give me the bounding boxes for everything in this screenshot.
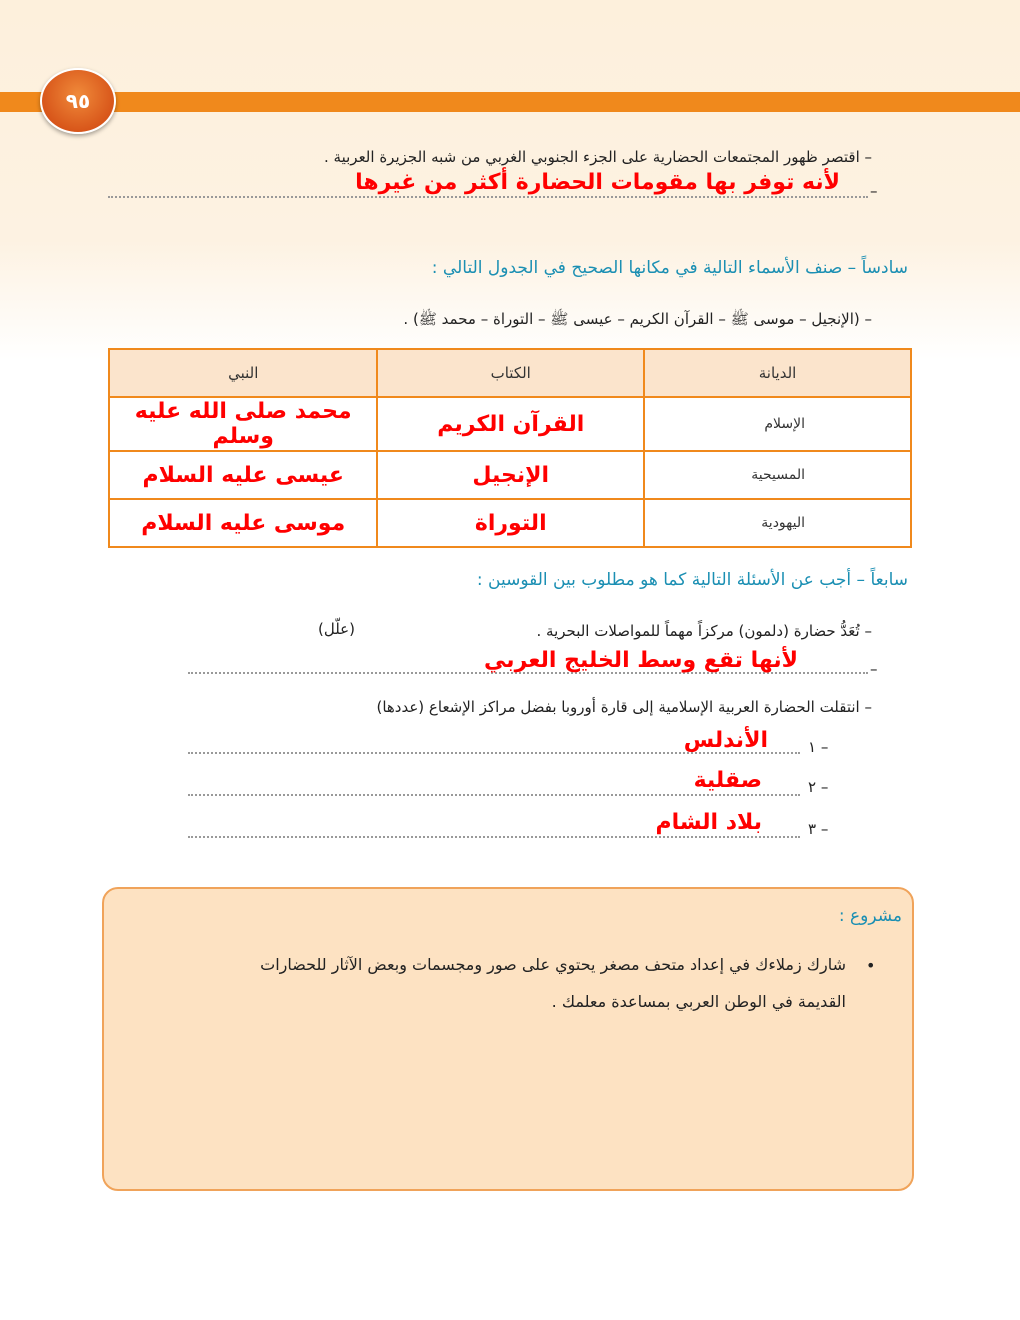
- item-number-3: ٣ –: [808, 820, 829, 838]
- header-religion: الديانة: [644, 349, 911, 397]
- project-box: [102, 887, 914, 1191]
- project-text-line1: شارك زملاءك في إعداد متحف مصغر يحتوي على صور ومجسمات وبعض الآثار للحضارات: [260, 955, 846, 974]
- book-answer: القرآن الكريم: [377, 397, 644, 451]
- page-number: ٩٥: [65, 89, 91, 113]
- table-row: [109, 397, 911, 451]
- item-number-1: ١ –: [808, 738, 829, 756]
- religion-cell: اليهودية: [644, 499, 911, 547]
- project-title: مشروع :: [838, 906, 902, 926]
- section5-statement: – اقتصر ظهور المجتمعات الحضارية على الجزء الجنوبي الغربي من شبه الجزيرة العربية .: [324, 148, 872, 166]
- section6-heading: سادساً – صنف الأسماء التالية في مكانها الصحيح في الجدول التالي :: [431, 258, 908, 278]
- answer-item-1: الأندلس: [683, 728, 768, 753]
- section7-heading: سابعاً – أجب عن الأسئلة التالية كما هو مطلوب بين القوسين :: [476, 570, 908, 590]
- answer-line-1: [108, 196, 868, 198]
- answer-civilization-reason: لأنه توفر بها مقومات الحضارة أكثر من غيرها: [355, 170, 840, 195]
- question-dilmun-tag: (علّل): [318, 620, 355, 638]
- book-answer: الإنجيل: [377, 451, 644, 499]
- answer-item-3: بلاد الشام: [655, 810, 762, 835]
- header-prophet: النبي: [109, 349, 377, 397]
- item-number-2: ٢ –: [808, 778, 829, 796]
- prophet-answer: عيسى عليه السلام: [109, 451, 377, 499]
- book-answer: التوراة: [377, 499, 644, 547]
- religion-cell: الإسلام: [644, 397, 911, 451]
- header-book: الكتاب: [377, 349, 644, 397]
- answer-dash-1: –: [870, 182, 878, 200]
- page-number-badge: [40, 68, 116, 134]
- section6-names-line: – (الإنجيل – موسى ﷺ – القرآن الكريم – عيسى ﷺ – التوراة – محمد ﷺ) .: [403, 310, 872, 328]
- question-radiation-centers: – انتقلت الحضارة العربية الإسلامية إلى قارة أوروبا بفضل مراكز الإشعاع (عددها): [376, 698, 872, 716]
- answer-dash-2: –: [870, 660, 878, 678]
- classification-table: [108, 348, 912, 548]
- table-header-row: [109, 349, 911, 397]
- answer-item-2: صقلية: [693, 768, 762, 793]
- item-line-2: [188, 794, 800, 796]
- answer-dilmun: لأنها تقع وسط الخليج العربي: [484, 648, 798, 673]
- header-bar: [0, 92, 1020, 112]
- prophet-answer: محمد صلى الله عليه وسلم: [109, 397, 377, 451]
- table-row: [109, 499, 911, 547]
- question-dilmun: – تُعَدُّ حضارة (دلمون) مركزاً مهماً للمواصلات البحرية .: [536, 622, 872, 640]
- item-line-3: [188, 836, 800, 838]
- prophet-answer: موسى عليه السلام: [109, 499, 377, 547]
- project-bullet: •: [866, 956, 876, 975]
- religion-cell: المسيحية: [644, 451, 911, 499]
- table-row: [109, 451, 911, 499]
- project-text-line2: القديمة في الوطن العربي بمساعدة معلمك .: [551, 992, 846, 1011]
